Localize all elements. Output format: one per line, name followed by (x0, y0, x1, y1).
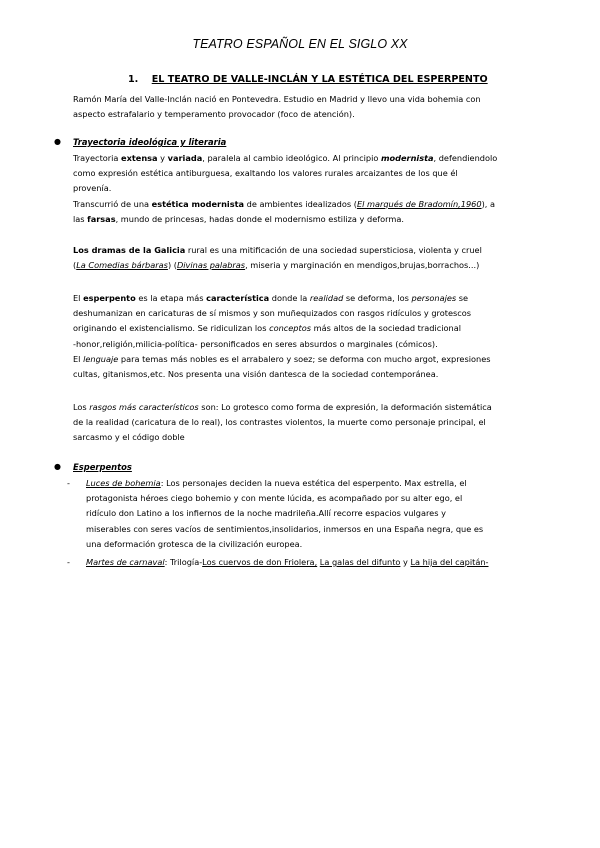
text-line: como expresión estética antiburguesa, exaltando los valores rurales arcaizantes de los que él (73, 168, 458, 179)
work-title: Los cuervos de don Friolera, (202, 557, 318, 567)
intro-paragraph (73, 92, 533, 122)
text-line: El lenguaje para temas más nobles es el arrabalero y soez; se deforma con mucho argot, expresiones (73, 353, 491, 364)
work-title: Luces de bohemia (86, 478, 161, 488)
bullet-icon: ● (54, 462, 61, 471)
dash-marker: - (67, 478, 70, 488)
text-line: ridículo don Latino a los infiernos de la noche madrileña.Allí recorre espacios vulgares y (86, 508, 446, 519)
work-title: El marqués de Bradomín,1960 (356, 198, 482, 209)
work-title: Divinas palabras (176, 260, 246, 271)
text-line: Ramón María del Valle-Inclán nació en Pontevedra. Estudio en Madrid y llevo una vida bohemia con (73, 94, 481, 104)
trayectoria-paragraph (73, 151, 533, 227)
text-line: originando el existencialismo. Se ridiculizan los conceptos más altos de la sociedad tradicional (73, 323, 461, 334)
text-line: las farsas, mundo de princesas, hadas donde el modernismo estiliza y deforma. (73, 213, 404, 224)
text-line: El esperpento es la etapa más característica donde la realidad se deforma, los personajes se (73, 293, 469, 303)
esperpentos-heading: Esperpentos (73, 462, 132, 472)
text-line: una deformación grotesca de la civilización europea. (86, 538, 303, 549)
bullet-icon: ● (54, 137, 61, 146)
rasgos-paragraph (73, 400, 533, 446)
work-title: Martes de carnaval (86, 557, 165, 567)
section-number: 1. (128, 74, 139, 85)
esperpento-paragraph (73, 291, 533, 382)
text-line: Los rasgos más característicos son: Lo grotesco como forma de expresión, la deformación sistemática (73, 402, 492, 412)
text-line: provenía. (73, 183, 112, 194)
section-heading (128, 74, 488, 85)
section-title: EL TEATRO DE VALLE-INCLÁN Y LA ESTÉTICA DEL ESPERPENTO (151, 74, 488, 85)
text-line: miserables con seres vacíos de sentimientos,insolidarios, inmersos en una España negra, que es (86, 523, 484, 534)
work-title: La Comedias bárbaras (76, 260, 168, 271)
text-line: Los dramas de la Galicia rural es una mitificación de una sociedad supersticiosa, violenta y cruel (73, 245, 482, 255)
document-title: TEATRO ESPAÑOL EN EL SIGLO XX (192, 37, 408, 51)
text-line: Transcurrió de una estética modernista de ambientes idealizados (El marqués de Bradomín,1960), a (73, 198, 495, 209)
text-line: protagonista héroes ciego bohemio y con mente lúcida, es acompañado por su alter ego, el (86, 493, 463, 504)
text-line: cultas, gitanismos,etc. Nos presenta una visión dantesca de la sociedad contemporánea. (73, 369, 439, 380)
text-line: Trayectoria extensa y variada, paralela al cambio ideológico. Al principio modernista, defendiendolo (73, 153, 498, 163)
text-line: -honor,religión,milicia-política- personificados en seres absurdos o marginales (cómicos). (73, 338, 438, 349)
list-item-martes-de-carnaval (86, 555, 546, 570)
text-line: Martes de carnaval: Trilogía-Los cuervos de don Friolera, La galas del difunto y La hija del capitán- (86, 557, 489, 567)
text-line: (La Comedias bárbaras) (Divinas palabras, miseria y marginación en mendigos,brujas,borrachos...) (73, 260, 480, 271)
text-line: de la realidad (caricatura de lo real), los contrastes violentos, la muerte como personaje principal, el (73, 417, 486, 428)
work-title: La galas del difunto (319, 557, 401, 567)
galicia-paragraph (73, 243, 533, 273)
list-item-luces-de-bohemia (86, 476, 546, 552)
text-line: sarcasmo y el código doble (73, 432, 185, 443)
text-line: deshumanizan en caricaturas de sí mismos y son muñequizados con rasgos ridículos y grotescos (73, 308, 472, 319)
text-line: Luces de bohemia: Los personajes deciden la nueva estética del esperpento. Max estrella, el (86, 478, 467, 488)
trayectoria-heading: Trayectoria ideológica y literaria (73, 137, 227, 147)
dash-marker: - (67, 557, 70, 567)
work-title: La hija del capitán- (410, 557, 489, 567)
text-line: aspecto estrafalario y temperamento provocador (foco de atención). (73, 109, 355, 120)
